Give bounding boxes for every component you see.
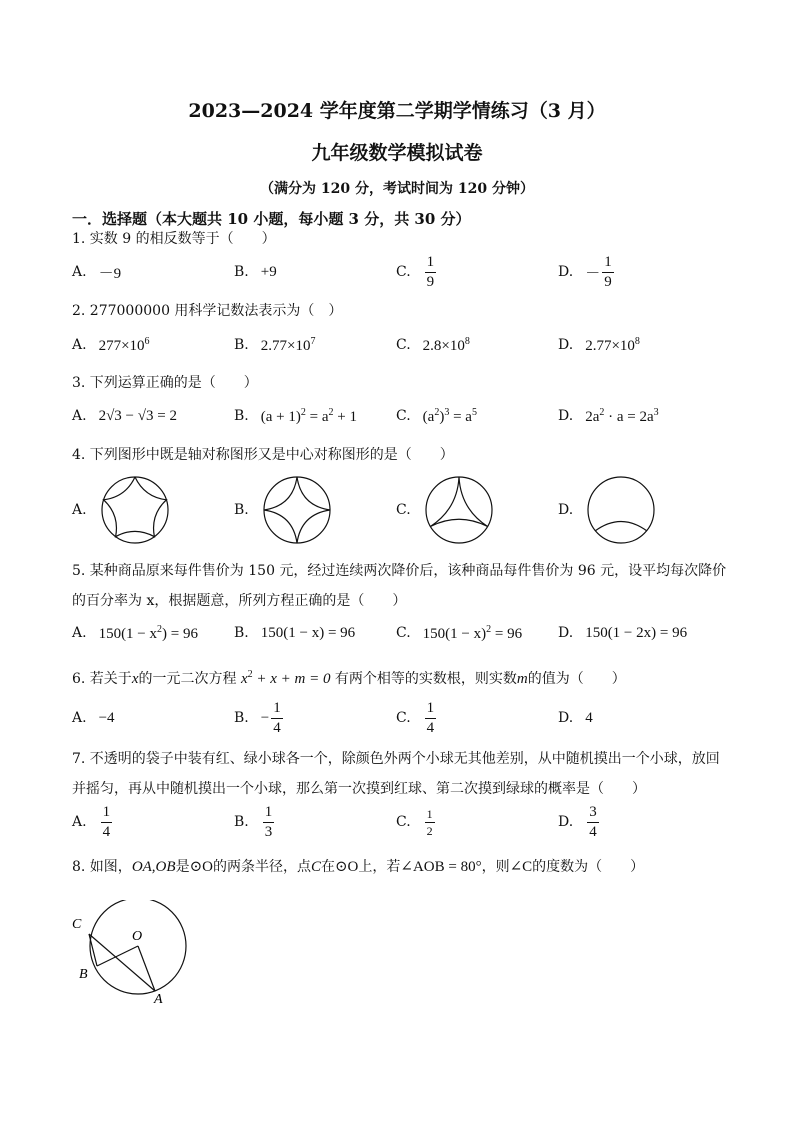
q3-option-b[interactable]: B. $(a + 1)^2 = a^2 + 1$ [234,406,357,425]
point-a-label: A [154,992,163,1005]
q3-options [72,404,722,428]
q7-stem-line2: 并摇匀，再从中随机摸出一个小球，那么第一次摸到红球、第二次摸到绿球的概率是（ ） [72,781,646,797]
q7-option-d[interactable]: D. $\frac{3}{4}$ [558,803,597,840]
q7-option-b[interactable]: B. $\frac{1}{3}$ [234,803,273,840]
q7-option-a[interactable]: A. $\frac{1}{4}$ [72,803,111,840]
q5-option-d[interactable]: D. 150(1 − 2x) = 96 [558,624,688,641]
circle-geometry-figure [68,900,198,1005]
q6-stem: 6. 若关于x的一元二次方程 $x^2 + x + m = 0$ 有两个相等的实数根，则实数m的值为（ ） [72,669,626,687]
q4-option-c[interactable]: C. [396,474,558,546]
point-c-label: C [72,917,82,932]
q2-option-b[interactable]: B. $2.77\times 10^7$ [234,335,316,354]
point-b-label: B [79,967,88,982]
page-title: 2023—2024 学年度第二学期学情练习（3 月） [188,100,606,122]
curved-pentagon-figure [99,474,171,546]
q3-option-d[interactable]: D. $2a^2 \cdot a = 2a^3$ [558,406,659,425]
fraction: $\frac{1}{9}$ [604,253,612,290]
q7-option-c[interactable]: C. $\frac{1}{2}$ [396,806,433,838]
page-subtitle: 九年级数学模拟试卷 [311,142,483,164]
fraction: $\frac{1}{4}$ [273,699,281,736]
q2-options [72,334,722,356]
curved-square-figure [261,474,333,546]
fraction: $\frac{1}{2}$ [426,806,433,838]
section-heading: 一．选择题（本大题共 10 小题，每小题 3 分，共 30 分） [72,210,471,228]
q4-option-b[interactable]: B. [234,474,396,546]
fraction: $\frac{1}{3}$ [264,803,273,840]
q1-option-a[interactable]: A. －9 [72,264,122,282]
q4-stem: 4. 下列图形中既是轴对称图形又是中心对称图形的是（ ） [72,447,454,463]
q3-option-c[interactable]: C. $(a^2)^3 = a^5$ [396,406,477,425]
q2-option-a[interactable]: A. $277\times 10^6$ [72,335,150,354]
q6-option-a[interactable]: A. −4 [72,709,115,726]
q7-stem-line1: 7. 不透明的袋子中装有红、绿小球各一个，除颜色外两个小球无其他差别，从中随机摸出一个小球，放回 [72,751,720,767]
q6-options [72,700,722,736]
circle-with-arc-figure [585,474,657,546]
exam-note: （满分为 120 分，考试时间为 120 分钟） [260,181,534,197]
q2-option-c[interactable]: C. $2.8\times 10^8$ [396,335,470,354]
q5-option-b[interactable]: B. 150(1 − x) = 96 [234,624,356,641]
q6-option-b[interactable]: B. − $\frac{1}{4}$ [234,699,281,736]
q5-option-a[interactable]: A. $150(1 - x^2) = 96$ [72,623,198,642]
fraction: $\frac{1}{4}$ [102,803,111,840]
q2-option-d[interactable]: D. $2.77\times 10^8$ [558,335,640,354]
q1-option-c[interactable]: C. $\frac{1}{9}$ [396,253,435,290]
q5-option-c[interactable]: C. $150(1 - x)^2 = 96$ [396,623,523,642]
fraction: $\frac{1}{9}$ [426,253,435,290]
q2-stem: 2. 277000000 用科学记数法表示为（ ） [72,303,343,319]
fraction: $\frac{3}{4}$ [589,803,597,840]
q6-option-d[interactable]: D. 4 [558,709,593,726]
q3-stem: 3. 下列运算正确的是（ ） [72,375,258,391]
q5-stem-line2: 的百分率为 x，根据题意，所列方程正确的是（ ） [72,593,407,609]
point-o-label: O [132,929,143,944]
q3-option-a[interactable]: A. 2√3 − √3 = 2 [72,407,177,424]
q8-figure [68,900,198,1009]
curved-triangle-figure [423,474,495,546]
q8-stem: 8. 如图，OA,OB是⊙O的两条半径，点C在⊙O上，若∠AOB = 80°，则∠C的度数为（ ） [72,859,645,875]
q6-option-c[interactable]: C. $\frac{1}{4}$ [396,699,435,736]
q4-options [72,474,722,546]
q1-stem: 1. 实数 9 的相反数等于（ ） [72,231,276,247]
q1-option-b[interactable]: B. +9 [234,263,277,280]
q1-options [72,253,722,290]
q1-option-d[interactable]: D. － $\frac{1}{9}$ [558,253,612,290]
q7-options [72,804,722,840]
fraction: $\frac{1}{4}$ [426,699,435,736]
q5-stem-line1: 5. 某种商品原来每件售价为 150 元，经过连续两次降价后，该种商品每件售价为 96 元，设平均每次降价 [72,563,727,579]
q4-option-a[interactable]: A. [72,474,234,546]
q5-options [72,622,722,644]
q4-option-d[interactable]: D. [558,474,720,546]
